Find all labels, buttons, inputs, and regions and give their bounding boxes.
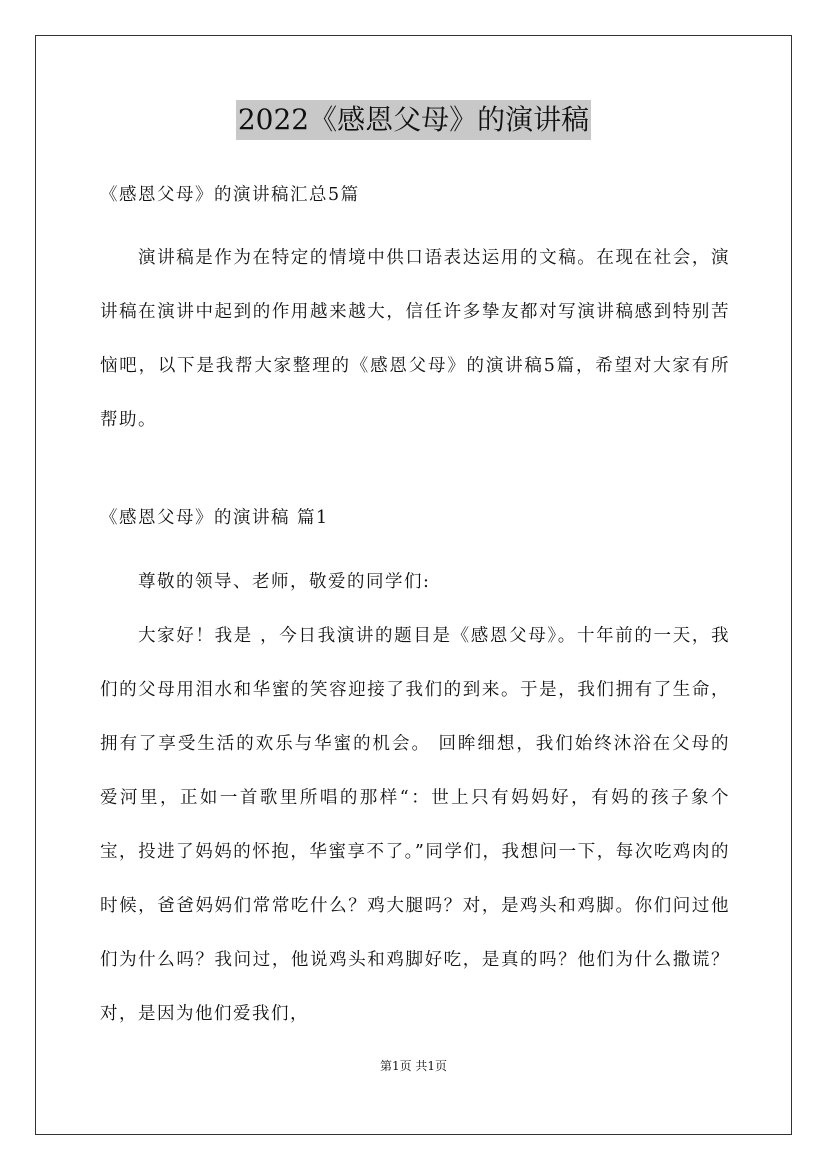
- page-number: 第1页 共1页: [379, 1059, 448, 1073]
- document-title: 2022《感恩父母》的演讲稿: [236, 100, 591, 140]
- title-container: [0, 100, 827, 140]
- body-paragraph: 大家好！我是 ，今日我演讲的题目是《感恩父母》。十年前的一天，我们的父母用泪水和华蜜的笑容迎接了我们的到来。于是，我们拥有了生命，拥有了享受生活的欢乐与华蜜的机会。 回眸细想，我们始终沐浴在父母的爱河里，正如一首歌里所唱的那样“：世上只有妈妈好，有妈的孩子象个宝，投进了妈妈的怀抱，华蜜享不了。”同学们，我想问一下，每次吃鸡肉的时候，爸爸妈妈们常常吃什么？鸡大腿吗？对，是鸡头和鸡脚。你们问过他们为什么吗？我问过，他说鸡头和鸡脚好吃，是真的吗？他们为什么撒谎？对，是因为他们爱我们，: [100, 626, 730, 1024]
- greeting-paragraph: 尊敬的领导、老师，敬爱的同学们:: [138, 572, 431, 592]
- section-heading: 《感恩父母》的演讲稿 篇1: [100, 508, 329, 528]
- document-subtitle: 《感恩父母》的演讲稿汇总5篇: [100, 185, 360, 205]
- intro-paragraph: 演讲稿是作为在特定的情境中供口语表达运用的文稿。在现在社会，演讲稿在演讲中起到的作用越来越大，信任许多挚友都对写演讲稿感到特别苦恼吧，以下是我帮大家整理的《感恩父母》的演讲稿5篇，希望对大家有所帮助。: [100, 248, 730, 430]
